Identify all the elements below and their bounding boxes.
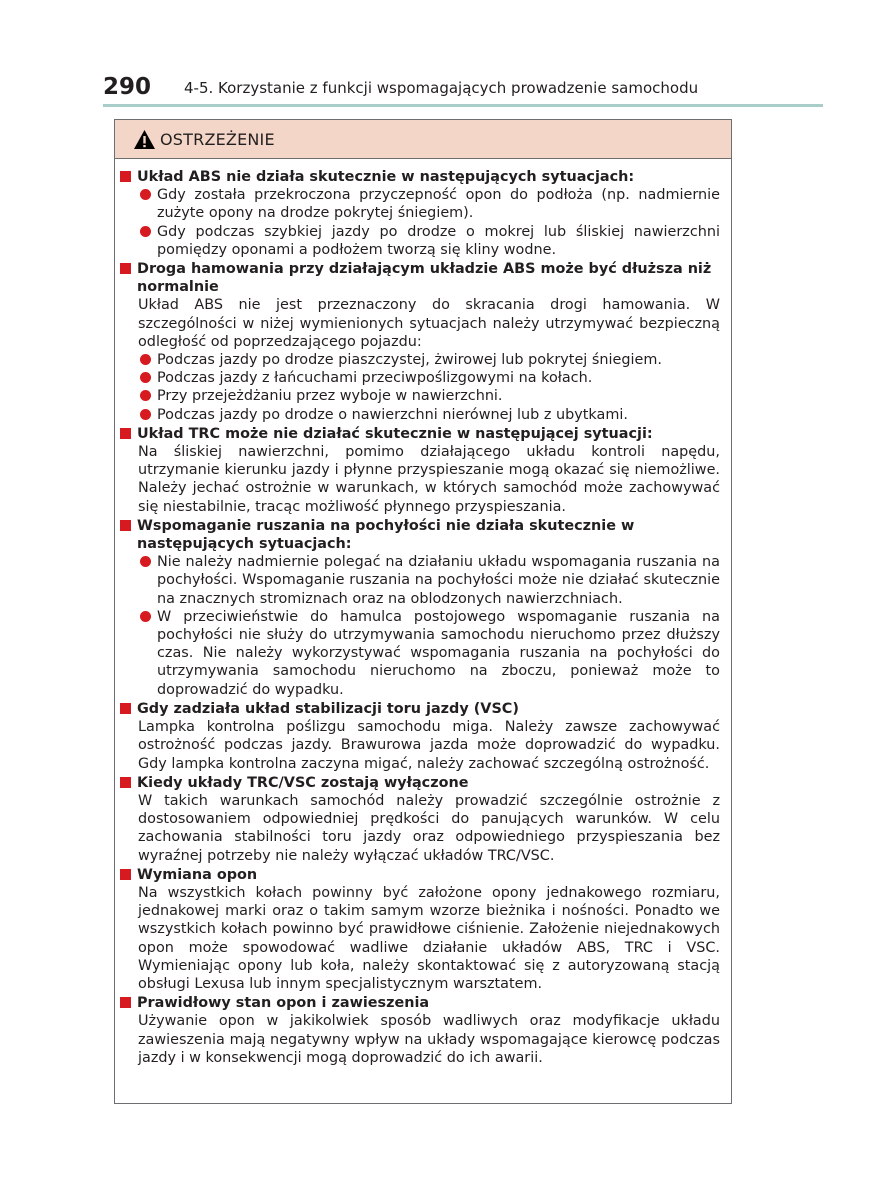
bullet-item [120,223,720,259]
bullet-text: Przy przejeżdżaniu przez wyboje w nawierzchni. [157,388,503,405]
warning-section [120,994,720,1067]
section-title-text: Układ ABS nie działa skutecznie w następujących sytuacjach: [137,169,635,185]
section-title-text: Prawidłowy stan opon i zawieszenia [137,995,430,1012]
section-title [120,260,720,296]
bullet-text: Podczas jazdy po drodze piaszczystej, żwirowej lub pokrytej śniegiem. [157,352,662,369]
section-title [120,866,720,884]
bullet-item [120,351,720,369]
section-title-text: Droga hamowania przy działającym układzie ABS może być dłuższa niż normalnie [137,261,712,296]
bullet-item [120,406,720,424]
warning-section [120,517,720,699]
bullet-text: Gdy została przekroczona przyczepność opon do podłoża (np. nadmiernie zużyte opony na drodze pokrytej śniegiem). [157,187,720,222]
section-title-text: Wspomaganie ruszania na pochyłości nie działa skutecznie w następujących sytuacjach: [137,517,635,553]
bullet-item [120,369,720,387]
section-paragraph: Lampka kontrolna poślizgu samochodu miga. Należy zawsze zachowywać ostrożność podczas jazdy. Brawurowa jazda może doprowadzić do wypadku. Gdy lampka kontrolna zaczyna migać, należy zachować szczególną ostrożność. [138,719,720,772]
header-divider [103,104,823,107]
section-title [120,168,720,186]
warning-header [115,120,731,159]
page-header [103,74,823,104]
red-square-bullet-icon [120,869,131,880]
warning-section [120,774,720,865]
section-title [120,774,720,792]
red-dot-bullet-icon [140,189,151,200]
red-dot-bullet-icon [140,611,151,622]
warning-section [120,700,720,773]
red-dot-bullet-icon [140,409,151,420]
red-square-bullet-icon [120,428,131,439]
red-dot-bullet-icon [140,390,151,401]
section-paragraph: Na wszystkich kołach powinny być założone opony jednakowego rozmiaru, jednakowej marki oraz o takim samym wzorze bieżnika i nośności. Ponadto we wszystkich kołach powinno być prawidłowe ciśnienie. Założenie niejednakowych opon może spowodować wadliwe działanie układów ABS, TRC i VSC. Wymieniając opony lub koła, należy skontaktować się z autoryzowaną stacją obsługi Lexusa lub innym specjalistycznym warsztatem. [138,884,720,992]
warning-box [114,119,732,1104]
section-title-text: Kiedy układy TRC/VSC zostają wyłączone [137,774,469,791]
page-number: 290 [103,74,152,100]
section-title-text: Układ TRC może nie działać skutecznie w następującej sytuacji: [137,425,653,442]
section-title [120,517,720,553]
section-paragraph: W takich warunkach samochód należy prowadzić szczególnie ostrożnie z dostosowaniem odpowiedniej prędkości do panujących warunków. W celu zachowania stabilności toru jazdy oraz odpowiedniego przyspieszania bez wyraźnej potrzeby nie należy wyłączać układów TRC/VSC. [138,792,720,864]
red-dot-bullet-icon [140,226,151,237]
bullet-item [120,387,720,405]
red-dot-bullet-icon [140,556,151,567]
bullet-item [120,553,720,608]
red-square-bullet-icon [120,263,131,274]
bullet-text: W przeciwieństwie do hamulca postojowego wspomaganie ruszania na pochyłości nie służy do utrzymywania samochodu nieruchomo przez dłuższy czas. Nie należy wykorzystywać wspomagania ruszania na pochyłości do utrzymywania samochodu nieruchomo na zboczu, ponieważ może to doprowadzić do wypadku. [157,608,720,698]
warning-section [120,168,720,259]
section-title [120,700,720,718]
section-paragraph: Używanie opon w jakikolwiek sposób wadliwych oraz modyfikacje układu zawieszenia mają negatywny wpływ na układy wspomagające kierowcę podczas jazdy i w konsekwencji mogą doprowadzić do ich awarii. [138,1013,720,1066]
bullet-text: Podczas jazdy po drodze o nawierzchni nierównej lub z ubytkami. [157,406,628,423]
bullet-text: Gdy podczas szybkiej jazdy po drodze o mokrej lub śliskiej nawierzchni pomiędzy oponami a podłożem tworzą się kliny wodne. [157,223,720,258]
red-square-bullet-icon [120,997,131,1008]
warning-content [120,168,720,1068]
section-paragraph: Na śliskiej nawierzchni, pomimo działającego układu kontroli napędu, utrzymanie kierunku jazdy i płynne przyspieszanie mogą okazać się niemożliwe. Należy jechać ostrożnie w warunkach, w których samochód może zachowywać się niestabilnie, tracąc możliwość płynnego przyspieszania. [138,444,720,515]
bullet-item [120,608,720,699]
red-square-bullet-icon [120,520,131,531]
bullet-item [120,186,720,222]
section-title-text: Gdy zadziała układ stabilizacji toru jazdy (VSC) [137,700,519,717]
bullet-text: Podczas jazdy z łańcuchami przeciwpoślizgowymi na kołach. [157,370,593,387]
warning-section [120,260,720,424]
red-square-bullet-icon [120,171,131,182]
red-dot-bullet-icon [140,372,151,383]
warning-triangle-icon [133,129,156,150]
chapter-title: 4-5. Korzystanie z funkcji wspomagających prowadzenie samochodu [184,79,699,97]
warning-section [120,425,720,516]
section-title [120,994,720,1012]
section-title-text: Wymiana opon [137,866,258,883]
warning-section [120,866,720,993]
warning-title: OSTRZEŻENIE [160,129,275,149]
red-dot-bullet-icon [140,354,151,365]
bullet-text: Nie należy nadmiernie polegać na działaniu układu wspomagania ruszania na pochyłości. Wspomaganie ruszania na pochyłości może nie działać skutecznie na znacznych stromiznach oraz na oblodzonych nawierzchniach. [157,554,720,607]
red-square-bullet-icon [120,777,131,788]
red-square-bullet-icon [120,703,131,714]
section-paragraph: Układ ABS nie jest przeznaczony do skracania drogi hamowania. W szczególności w niżej wymienionych sytuacjach należy utrzymywać bezpieczną odległość od poprzedzającego pojazdu: [138,297,720,350]
section-title [120,425,720,443]
